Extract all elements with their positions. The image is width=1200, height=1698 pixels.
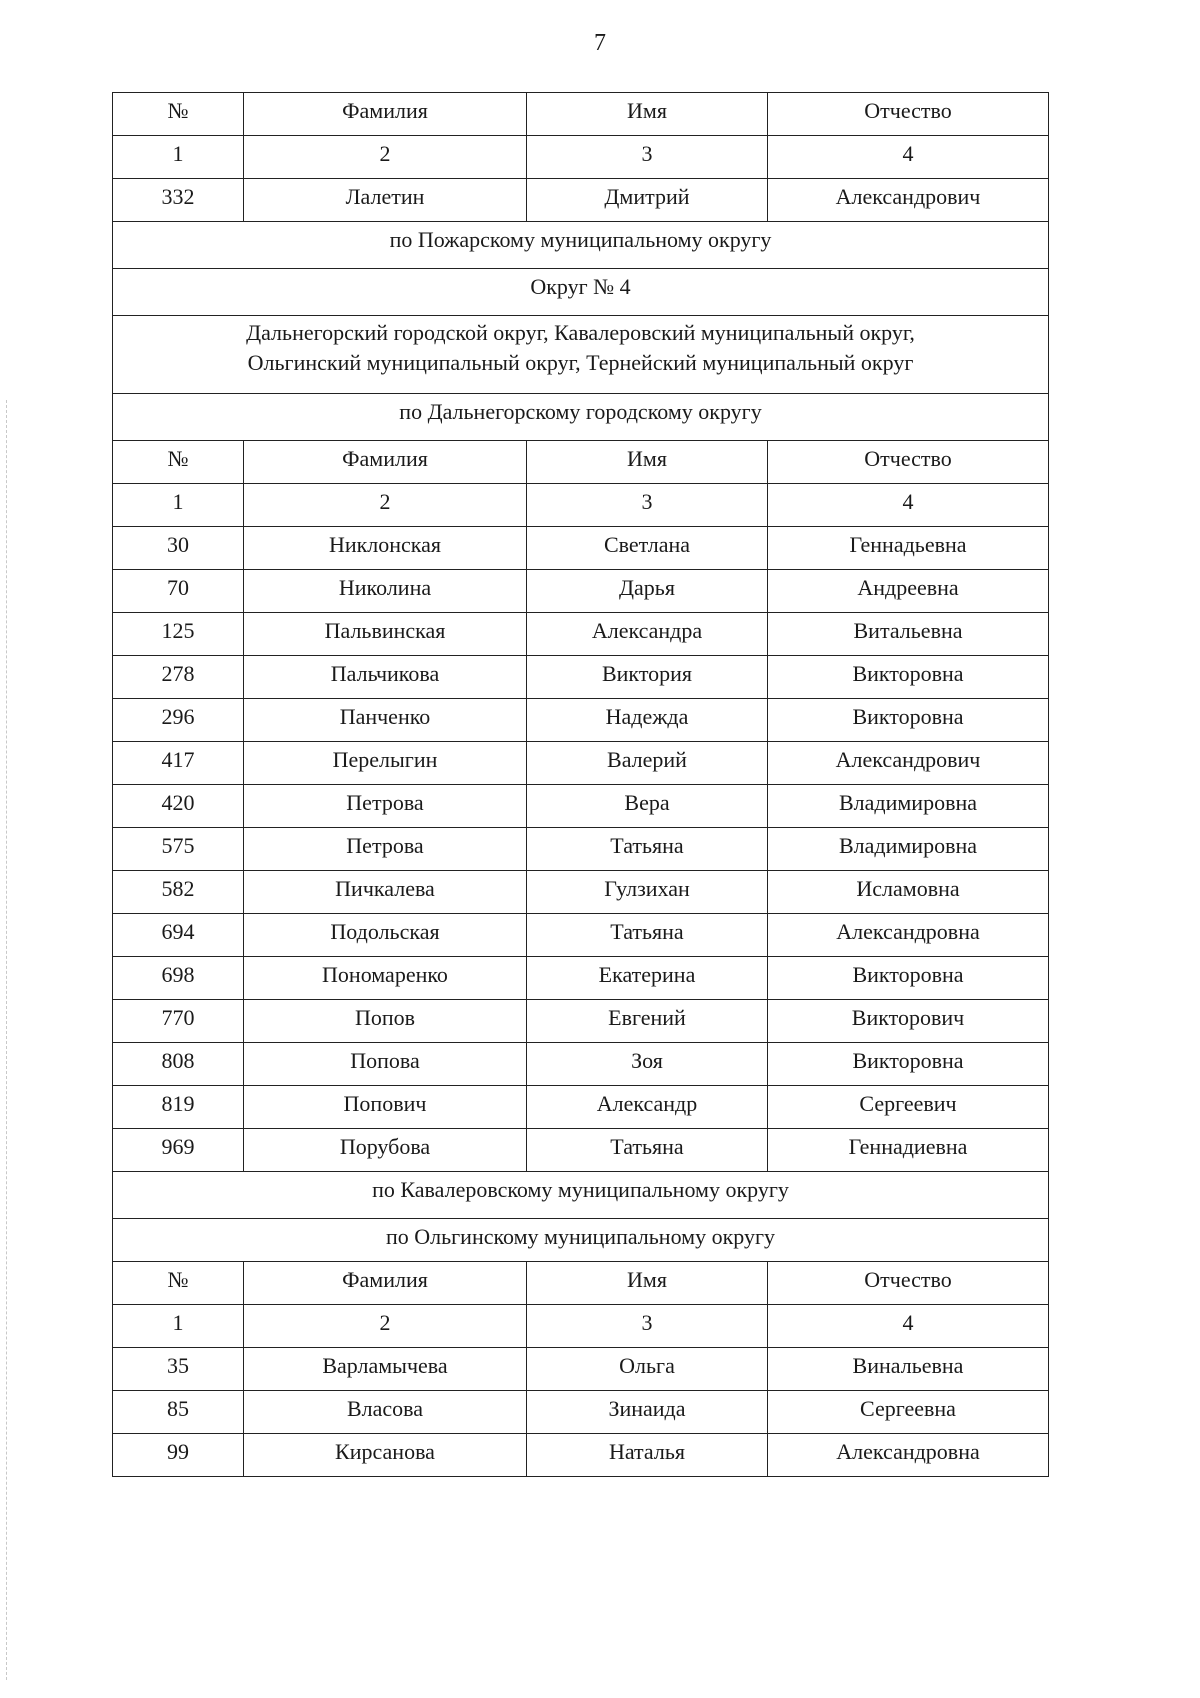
cell-patronymic: Геннадиевна [768, 1129, 1049, 1172]
header-name: Имя [527, 93, 768, 136]
cell-patronymic: Викторовна [768, 1043, 1049, 1086]
table-row [113, 699, 1049, 742]
cell-num: 694 [113, 914, 244, 957]
cell-patronymic: Исламовна [768, 871, 1049, 914]
cell-patronymic: Андреевна [768, 570, 1049, 613]
header-name: Имя [527, 1262, 768, 1305]
block2-column-number-row [113, 484, 1049, 527]
header-patronymic: Отчество [768, 93, 1049, 136]
block3-header-row [113, 1262, 1049, 1305]
cell-num: 70 [113, 570, 244, 613]
header-patronymic: Отчество [768, 441, 1049, 484]
cell-num: 125 [113, 613, 244, 656]
cell-patronymic: Геннадьевна [768, 527, 1049, 570]
table-row [113, 742, 1049, 785]
cell-patronymic: Александрович [768, 179, 1049, 222]
cell-num: 85 [113, 1391, 244, 1434]
cell-patronymic: Витальевна [768, 613, 1049, 656]
block1-column-number-row [113, 136, 1049, 179]
cell-surname: Попович [244, 1086, 527, 1129]
candidates-table-body [113, 93, 1049, 1477]
cell-surname: Никлонская [244, 527, 527, 570]
okrug-title-row [113, 269, 1049, 316]
header-num: № [113, 1262, 244, 1305]
table-row [113, 1086, 1049, 1129]
table-row [113, 527, 1049, 570]
header-num: № [113, 93, 244, 136]
cell-surname: Пальвинская [244, 613, 527, 656]
cell-patronymic: Викторовна [768, 957, 1049, 1000]
section-kavalerovo-row [113, 1172, 1049, 1219]
col-number: 1 [113, 1305, 244, 1348]
col-number: 4 [768, 1305, 1049, 1348]
cell-name: Наталья [527, 1434, 768, 1477]
col-number: 4 [768, 136, 1049, 179]
okrug-description-row [113, 316, 1049, 394]
cell-patronymic: Викторовна [768, 699, 1049, 742]
cell-surname: Лалетин [244, 179, 527, 222]
col-number: 4 [768, 484, 1049, 527]
section-kavalerovo: по Кавалеровскому муниципальному округу [113, 1172, 1049, 1219]
cell-num: 575 [113, 828, 244, 871]
cell-name: Татьяна [527, 1129, 768, 1172]
header-num: № [113, 441, 244, 484]
table-row [113, 1000, 1049, 1043]
col-number: 3 [527, 136, 768, 179]
cell-name: Татьяна [527, 914, 768, 957]
col-number: 3 [527, 484, 768, 527]
page-number: 7 [594, 30, 606, 56]
cell-num: 808 [113, 1043, 244, 1086]
section-pozharsky-row [113, 222, 1049, 269]
section-pozharsky: по Пожарскому муниципальному округу [113, 222, 1049, 269]
cell-num: 417 [113, 742, 244, 785]
cell-name: Светлана [527, 527, 768, 570]
cell-surname: Кирсанова [244, 1434, 527, 1477]
cell-num: 770 [113, 1000, 244, 1043]
table-row [113, 871, 1049, 914]
cell-name: Зинаида [527, 1391, 768, 1434]
cell-surname: Перелыгин [244, 742, 527, 785]
cell-name: Вера [527, 785, 768, 828]
candidates-table [112, 92, 1049, 1477]
cell-surname: Панченко [244, 699, 527, 742]
col-number: 1 [113, 484, 244, 527]
cell-num: 35 [113, 1348, 244, 1391]
block3-column-number-row [113, 1305, 1049, 1348]
block2-header-row [113, 441, 1049, 484]
cell-num: 30 [113, 527, 244, 570]
cell-surname: Петрова [244, 828, 527, 871]
cell-name: Екатерина [527, 957, 768, 1000]
cell-name: Дмитрий [527, 179, 768, 222]
table-row [113, 785, 1049, 828]
cell-patronymic: Александровна [768, 914, 1049, 957]
table-row [113, 1348, 1049, 1391]
table-row [113, 179, 1049, 222]
col-number: 2 [244, 1305, 527, 1348]
table-row [113, 1391, 1049, 1434]
cell-patronymic: Александровна [768, 1434, 1049, 1477]
cell-num: 698 [113, 957, 244, 1000]
okrug-description-line: Дальнегорский городской округ, Кавалеровский муниципальный округ, [246, 320, 915, 345]
cell-name: Евгений [527, 1000, 768, 1043]
cell-num: 278 [113, 656, 244, 699]
cell-surname: Пальчикова [244, 656, 527, 699]
cell-patronymic: Викторовна [768, 656, 1049, 699]
cell-surname: Порубова [244, 1129, 527, 1172]
cell-surname: Пичкалева [244, 871, 527, 914]
cell-num: 296 [113, 699, 244, 742]
header-surname: Фамилия [244, 1262, 527, 1305]
cell-name: Валерий [527, 742, 768, 785]
table-row [113, 1434, 1049, 1477]
okrug-description-line: Ольгинский муниципальный округ, Тернейский муниципальный округ [247, 350, 914, 375]
table-row [113, 957, 1049, 1000]
cell-name: Татьяна [527, 828, 768, 871]
cell-patronymic: Викторович [768, 1000, 1049, 1043]
cell-name: Александра [527, 613, 768, 656]
cell-patronymic: Владимировна [768, 785, 1049, 828]
cell-num: 99 [113, 1434, 244, 1477]
table-row [113, 656, 1049, 699]
table-row [113, 570, 1049, 613]
header-surname: Фамилия [244, 441, 527, 484]
cell-name: Зоя [527, 1043, 768, 1086]
cell-num: 819 [113, 1086, 244, 1129]
col-number: 2 [244, 484, 527, 527]
cell-surname: Власова [244, 1391, 527, 1434]
cell-num: 969 [113, 1129, 244, 1172]
cell-num: 420 [113, 785, 244, 828]
table-row [113, 914, 1049, 957]
header-name: Имя [527, 441, 768, 484]
cell-surname: Попова [244, 1043, 527, 1086]
cell-patronymic: Александрович [768, 742, 1049, 785]
cell-name: Александр [527, 1086, 768, 1129]
table-row [113, 1043, 1049, 1086]
scan-margin-marks [6, 400, 9, 1680]
table-row [113, 613, 1049, 656]
cell-name: Гулзихан [527, 871, 768, 914]
col-number: 3 [527, 1305, 768, 1348]
cell-patronymic: Сергеевна [768, 1391, 1049, 1434]
cell-patronymic: Владимировна [768, 828, 1049, 871]
section-dalnegorsk-row [113, 394, 1049, 441]
cell-num: 332 [113, 179, 244, 222]
cell-name: Надежда [527, 699, 768, 742]
cell-surname: Пономаренко [244, 957, 527, 1000]
cell-name: Дарья [527, 570, 768, 613]
col-number: 1 [113, 136, 244, 179]
header-patronymic: Отчество [768, 1262, 1049, 1305]
cell-patronymic: Винальевна [768, 1348, 1049, 1391]
cell-num: 582 [113, 871, 244, 914]
cell-surname: Петрова [244, 785, 527, 828]
cell-surname: Подольская [244, 914, 527, 957]
cell-surname: Варламычева [244, 1348, 527, 1391]
block1-header-row [113, 93, 1049, 136]
table-row [113, 828, 1049, 871]
okrug-title: Округ № 4 [113, 269, 1049, 316]
section-olga: по Ольгинскому муниципальному округу [113, 1219, 1049, 1262]
table-row [113, 1129, 1049, 1172]
section-olga-row [113, 1219, 1049, 1262]
header-surname: Фамилия [244, 93, 527, 136]
cell-name: Виктория [527, 656, 768, 699]
cell-surname: Николина [244, 570, 527, 613]
cell-patronymic: Сергеевич [768, 1086, 1049, 1129]
col-number: 2 [244, 136, 527, 179]
section-dalnegorsk: по Дальнегорскому городскому округу [113, 394, 1049, 441]
okrug-description [113, 316, 1049, 394]
cell-name: Ольга [527, 1348, 768, 1391]
cell-surname: Попов [244, 1000, 527, 1043]
